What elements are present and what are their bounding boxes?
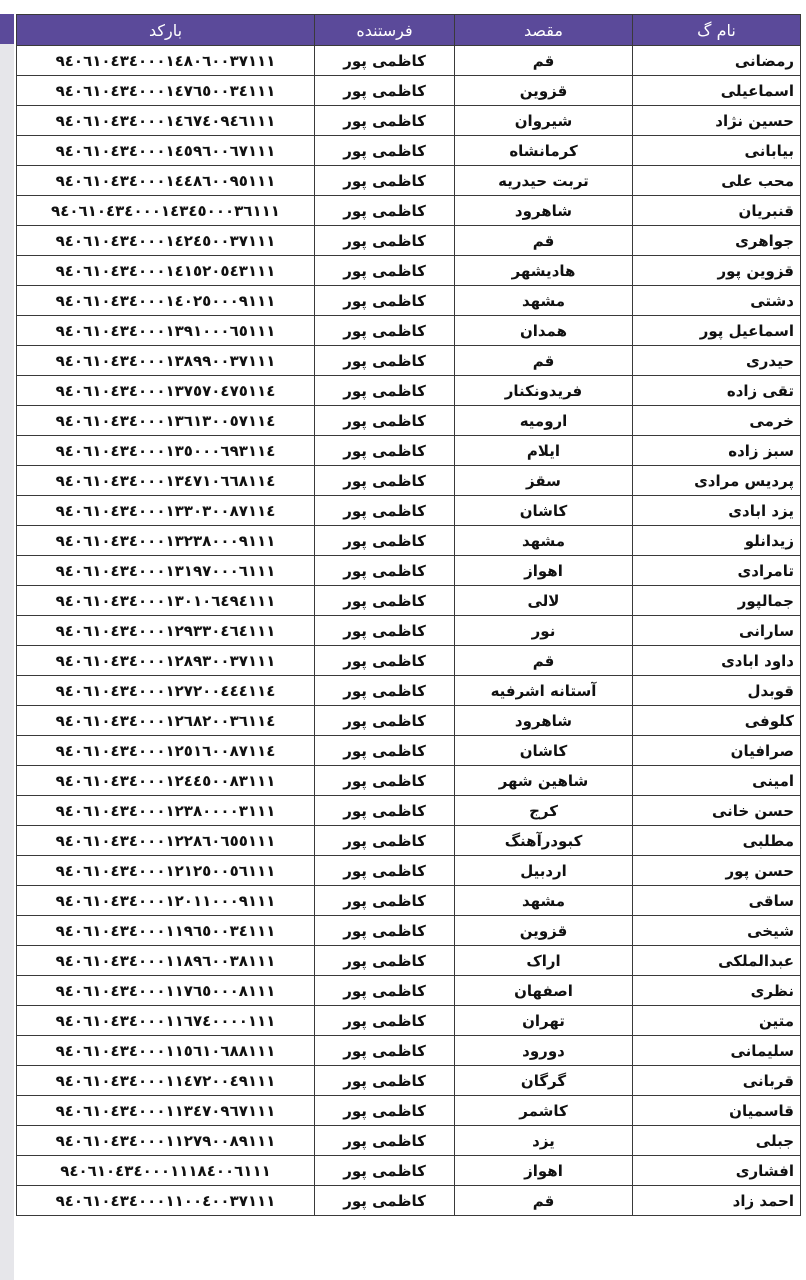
destination-cell: اصفهان [455,976,633,1006]
recipient-name-cell: قاسمیان [633,1096,801,1126]
sender-cell: کاظمی پور [315,1126,455,1156]
destination-column-header: مقصد [455,15,633,46]
destination-cell: ارومیه [455,406,633,436]
recipient-name-column-header: نام گ [633,15,801,46]
sender-cell: کاظمی پور [315,136,455,166]
table-row [17,1036,801,1066]
destination-cell: نور [455,616,633,646]
sender-cell: کاظمی پور [315,526,455,556]
sender-cell: کاظمی پور [315,1156,455,1186]
table-row [17,436,801,466]
recipient-name-cell: مطلبی [633,826,801,856]
recipient-name-cell: حسن پور [633,856,801,886]
table-row [17,556,801,586]
destination-cell: قم [455,346,633,376]
destination-cell: کبودرآهنگ [455,826,633,856]
left-margin-strip [0,14,14,1280]
destination-cell: اهواز [455,556,633,586]
sender-cell: کاظمی پور [315,46,455,76]
table-row [17,976,801,1006]
destination-cell: شاهرود [455,196,633,226]
table-row [17,856,801,886]
table-row [17,676,801,706]
recipient-name-cell: تامرادی [633,556,801,586]
recipient-name-cell: سبز زاده [633,436,801,466]
table-row [17,406,801,436]
sender-cell: کاظمی پور [315,166,455,196]
sender-cell: کاظمی پور [315,1006,455,1036]
header-row [17,15,801,46]
destination-cell: کرج [455,796,633,826]
recipient-name-cell: تقی زاده [633,376,801,406]
destination-cell: همدان [455,316,633,346]
sender-cell: کاظمی پور [315,1066,455,1096]
table-body [17,46,801,1216]
barcode-cell: ٩٤٠٦١٠٤٣٤٠٠٠١٣٣٠٣٠٠٨٧١١٤ [17,496,315,526]
destination-cell: کاشمر [455,1096,633,1126]
recipient-name-cell: قنبریان [633,196,801,226]
barcode-cell: ٩٤٠٦١٠٤٣٤٠٠٠١٤٠٢٥٠٠٠٩١١١ [17,286,315,316]
barcode-cell: ٩٤٠٦١٠٤٣٤٠٠٠١٣٨٩٩٠٠٣٧١١١ [17,346,315,376]
recipient-name-cell: متین [633,1006,801,1036]
sender-cell: کاظمی پور [315,1186,455,1216]
barcode-cell: ٩٤٠٦١٠٤٣٤٠٠٠١٣٠١٠٦٤٩٤١١١ [17,586,315,616]
barcode-cell: ٩٤٠٦١٠٤٣٤٠٠٠١٤٥٩٦٠٠٦٧١١١ [17,136,315,166]
left-margin-header-strip [0,14,14,44]
recipient-name-cell: حیدری [633,346,801,376]
table-row [17,1006,801,1036]
recipient-name-cell: داود ابادی [633,646,801,676]
barcode-cell: ٩٤٠٦١٠٤٣٤٠٠٠١٤٧٦٥٠٠٣٤١١١ [17,76,315,106]
barcode-cell: ٩٤٠٦١٠٤٣٤٠٠٠١٢١٢٥٠٠٥٦١١١ [17,856,315,886]
sender-cell: کاظمی پور [315,856,455,886]
destination-cell: سقز [455,466,633,496]
table-row [17,1096,801,1126]
destination-cell: اراک [455,946,633,976]
destination-cell: قم [455,1186,633,1216]
recipient-name-cell: جبلی [633,1126,801,1156]
recipient-name-cell: قزوین پور [633,256,801,286]
table-row [17,346,801,376]
barcode-cell: ٩٤٠٦١٠٤٣٤٠٠٠١٣١٩٧٠٠٠٦١١١ [17,556,315,586]
barcode-cell: ٩٤٠٦١٠٤٣٤٠٠٠١٣٤٧١٠٦٦٨١١٤ [17,466,315,496]
sender-cell: کاظمی پور [315,406,455,436]
sender-cell: کاظمی پور [315,376,455,406]
sender-cell: کاظمی پور [315,436,455,466]
recipient-name-cell: جواهری [633,226,801,256]
barcode-cell: ٩٤٠٦١٠٤٣٤٠٠٠١٢٩٣٣٠٤٦٤١١١ [17,616,315,646]
destination-cell: شاهرود [455,706,633,736]
barcode-cell: ٩٤٠٦١٠٤٣٤٠٠٠١١٨٩٦٠٠٣٨١١١ [17,946,315,976]
table-row [17,376,801,406]
sender-cell: کاظمی پور [315,946,455,976]
table-row [17,766,801,796]
destination-cell: فریدونکنار [455,376,633,406]
destination-cell: یزد [455,1126,633,1156]
sender-column-header: فرستنده [315,15,455,46]
sender-cell: کاظمی پور [315,826,455,856]
destination-cell: تربت حیدریه [455,166,633,196]
destination-cell: شاهین شهر [455,766,633,796]
table-row [17,886,801,916]
barcode-cell: ٩٤٠٦١٠٤٣٤٠٠٠١١٤٧٢٠٠٤٩١١١ [17,1066,315,1096]
recipient-name-cell: نظری [633,976,801,1006]
sender-cell: کاظمی پور [315,646,455,676]
recipient-name-cell: امینی [633,766,801,796]
sender-cell: کاظمی پور [315,706,455,736]
destination-cell: آستانه اشرفیه [455,676,633,706]
destination-cell: قم [455,646,633,676]
table-row [17,1066,801,1096]
barcode-cell: ٩٤٠٦١٠٤٣٤٠٠٠١٤٤٨٦٠٠٩٥١١١ [17,166,315,196]
barcode-cell: ٩٤٠٦١٠٤٣٤٠٠٠١٢٦٨٢٠٠٣٦١١٤ [17,706,315,736]
table-row [17,46,801,76]
recipient-name-cell: سارانی [633,616,801,646]
recipient-name-cell: جمالپور [633,586,801,616]
sender-cell: کاظمی پور [315,76,455,106]
table-row [17,1126,801,1156]
sender-cell: کاظمی پور [315,346,455,376]
barcode-cell: ٩٤٠٦١٠٤٣٤٠٠٠١٣٦١٣٠٠٥٧١١٤ [17,406,315,436]
recipient-name-cell: سلیمانی [633,1036,801,1066]
destination-cell: کرمانشاه [455,136,633,166]
destination-cell: مشهد [455,886,633,916]
table-row [17,106,801,136]
recipient-name-cell: خرمی [633,406,801,436]
sender-cell: کاظمی پور [315,106,455,136]
sender-cell: کاظمی پور [315,766,455,796]
table-row [17,616,801,646]
table-row [17,586,801,616]
table-row [17,1186,801,1216]
recipient-name-cell: رمضانی [633,46,801,76]
sender-cell: کاظمی پور [315,1096,455,1126]
barcode-cell: ٩٤٠٦١٠٤٣٤٠٠٠١٤٣٤٥٠٠٠٣٦١١١ [17,196,315,226]
destination-cell: اهواز [455,1156,633,1186]
recipient-name-cell: قوبدل [633,676,801,706]
barcode-cell: ٩٤٠٦١٠٤٣٤٠٠٠١٤٨٠٦٠٠٣٧١١١ [17,46,315,76]
recipient-name-cell: کلوفی [633,706,801,736]
sender-cell: کاظمی پور [315,796,455,826]
recipient-name-cell: صرافیان [633,736,801,766]
table-row [17,256,801,286]
destination-cell: مشهد [455,286,633,316]
recipient-name-cell: حسن خانی [633,796,801,826]
sender-cell: کاظمی پور [315,256,455,286]
sender-cell: کاظمی پور [315,466,455,496]
table-row [17,826,801,856]
sender-cell: کاظمی پور [315,676,455,706]
table-row [17,706,801,736]
destination-cell: مشهد [455,526,633,556]
barcode-cell: ٩٤٠٦١٠٤٣٤٠٠٠١٢٤٤٥٠٠٨٣١١١ [17,766,315,796]
destination-cell: ایلام [455,436,633,466]
recipient-name-cell: دشتی [633,286,801,316]
recipient-name-cell: اسماعیل پور [633,316,801,346]
barcode-cell: ٩٤٠٦١٠٤٣٤٠٠٠١٤٢٤٥٠٠٣٧١١١ [17,226,315,256]
destination-cell: قم [455,226,633,256]
destination-cell: دورود [455,1036,633,1066]
recipient-name-cell: حسین نژاد [633,106,801,136]
destination-cell: تهران [455,1006,633,1036]
barcode-cell: ٩٤٠٦١٠٤٣٤٠٠٠١١٦٧٤٠٠٠٠١١١ [17,1006,315,1036]
shipments-table [16,14,801,1216]
sender-cell: کاظمی پور [315,916,455,946]
barcode-cell: ٩٤٠٦١٠٤٣٤٠٠٠١٣٧٥٧٠٤٧٥١١٤ [17,376,315,406]
recipient-name-cell: پردیس مرادی [633,466,801,496]
barcode-column-header: بارکد [17,15,315,46]
barcode-cell: ٩٤٠٦١٠٤٣٤٠٠٠١٢٣٨٠٠٠٠٣١١١ [17,796,315,826]
table-row [17,286,801,316]
barcode-cell: ٩٤٠٦١٠٤٣٤٠٠٠١٣٩١٠٠٠٦٥١١١ [17,316,315,346]
barcode-cell: ٩٤٠٦١٠٤٣٤٠٠٠١٣٥٠٠٠٦٩٣١١٤ [17,436,315,466]
barcode-cell: ٩٤٠٦١٠٤٣٤٠٠٠١١١٨٤٠٠٦١١١ [17,1156,315,1186]
destination-cell: لالی [455,586,633,616]
destination-cell: گرگان [455,1066,633,1096]
destination-cell: قزوین [455,76,633,106]
recipient-name-cell: عبدالملکی [633,946,801,976]
barcode-cell: ٩٤٠٦١٠٤٣٤٠٠٠١١٠٠٤٠٠٣٧١١١ [17,1186,315,1216]
table-row [17,916,801,946]
table-row [17,166,801,196]
table-row [17,526,801,556]
table-row [17,226,801,256]
recipient-name-cell: ساقی [633,886,801,916]
table-row [17,466,801,496]
destination-cell: کاشان [455,496,633,526]
destination-cell: قزوین [455,916,633,946]
sender-cell: کاظمی پور [315,1036,455,1066]
sender-cell: کاظمی پور [315,976,455,1006]
destination-cell: قم [455,46,633,76]
barcode-cell: ٩٤٠٦١٠٤٣٤٠٠٠١١٧٦٥٠٠٠٨١١١ [17,976,315,1006]
sender-cell: کاظمی پور [315,226,455,256]
sender-cell: کاظمی پور [315,496,455,526]
destination-cell: کاشان [455,736,633,766]
sender-cell: کاظمی پور [315,616,455,646]
table-row [17,1156,801,1186]
recipient-name-cell: بیابانی [633,136,801,166]
barcode-cell: ٩٤٠٦١٠٤٣٤٠٠٠١١٢٧٩٠٠٨٩١١١ [17,1126,315,1156]
sender-cell: کاظمی پور [315,736,455,766]
barcode-cell: ٩٤٠٦١٠٤٣٤٠٠٠١٢٢٨٦٠٦٥٥١١١ [17,826,315,856]
sender-cell: کاظمی پور [315,886,455,916]
destination-cell: اردبیل [455,856,633,886]
recipient-name-cell: احمد زاد [633,1186,801,1216]
barcode-cell: ٩٤٠٦١٠٤٣٤٠٠٠١٢٥١٦٠٠٨٧١١٤ [17,736,315,766]
barcode-cell: ٩٤٠٦١٠٤٣٤٠٠٠١٣٢٣٨٠٠٠٩١١١ [17,526,315,556]
barcode-cell: ٩٤٠٦١٠٤٣٤٠٠٠١٢٧٢٠٠٤٤٤١١٤ [17,676,315,706]
sender-cell: کاظمی پور [315,586,455,616]
barcode-cell: ٩٤٠٦١٠٤٣٤٠٠٠١١٣٤٧٠٩٦٧١١١ [17,1096,315,1126]
table-row [17,796,801,826]
recipient-name-cell: یزد ابادی [633,496,801,526]
barcode-cell: ٩٤٠٦١٠٤٣٤٠٠٠١٤٦٧٤٠٩٤٦١١١ [17,106,315,136]
recipient-name-cell: قربانی [633,1066,801,1096]
barcode-cell: ٩٤٠٦١٠٤٣٤٠٠٠١٢٨٩٣٠٠٣٧١١١ [17,646,315,676]
sender-cell: کاظمی پور [315,196,455,226]
sender-cell: کاظمی پور [315,316,455,346]
barcode-cell: ٩٤٠٦١٠٤٣٤٠٠٠١٤١٥٢٠٥٤٣١١١ [17,256,315,286]
table-row [17,316,801,346]
recipient-name-cell: افشاری [633,1156,801,1186]
recipient-name-cell: اسماعیلی [633,76,801,106]
barcode-cell: ٩٤٠٦١٠٤٣٤٠٠٠١١٥٦١٠٦٨٨١١١ [17,1036,315,1066]
table-row [17,136,801,166]
recipient-name-cell: زیدانلو [633,526,801,556]
destination-cell: هادیشهر [455,256,633,286]
table-row [17,736,801,766]
recipient-name-cell: محب علی [633,166,801,196]
barcode-cell: ٩٤٠٦١٠٤٣٤٠٠٠١١٩٦٥٠٠٣٤١١١ [17,916,315,946]
table-header [17,15,801,46]
table-row [17,946,801,976]
table-row [17,646,801,676]
table-row [17,196,801,226]
table-row [17,76,801,106]
sender-cell: کاظمی پور [315,286,455,316]
table-row [17,496,801,526]
destination-cell: شیروان [455,106,633,136]
recipient-name-cell: شیخی [633,916,801,946]
sender-cell: کاظمی پور [315,556,455,586]
barcode-cell: ٩٤٠٦١٠٤٣٤٠٠٠١٢٠١١٠٠٠٩١١١ [17,886,315,916]
